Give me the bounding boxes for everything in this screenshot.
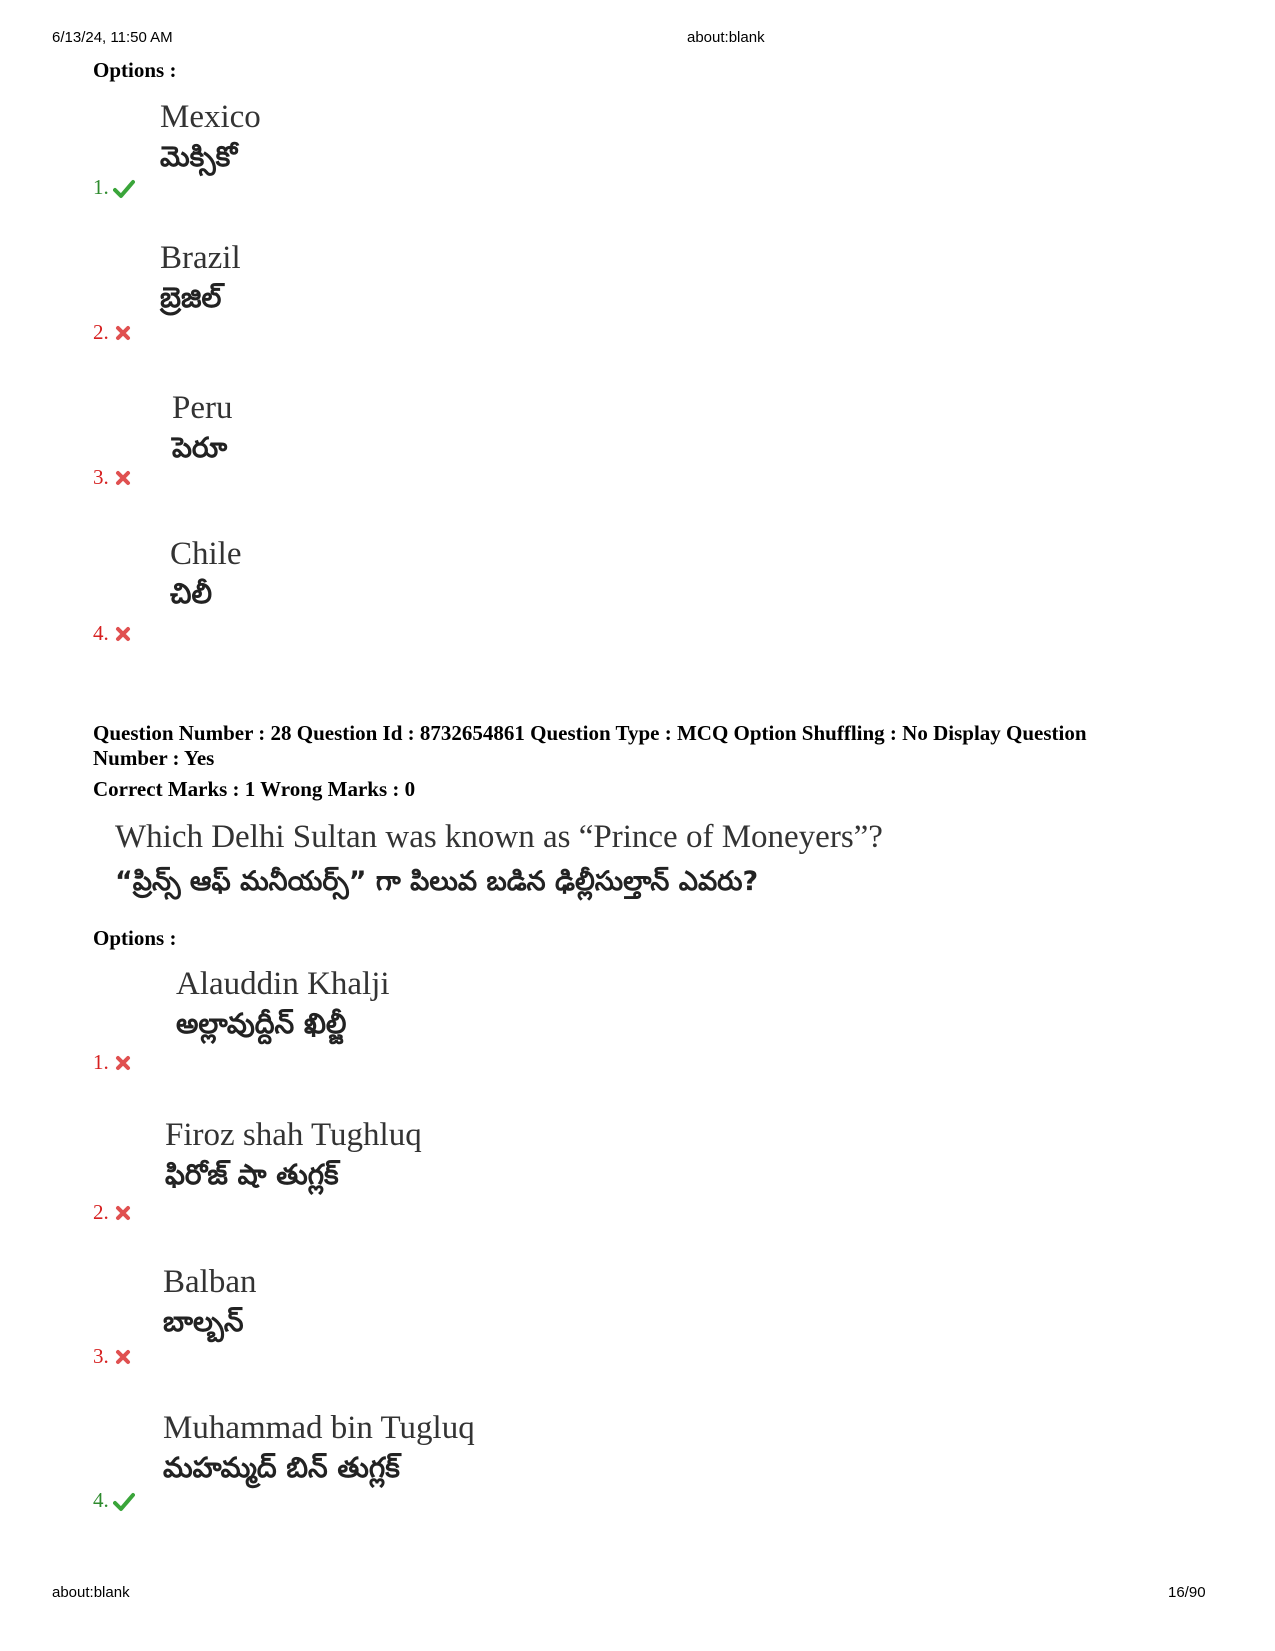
- option-number: [93, 465, 135, 489]
- option-english: Chile: [170, 536, 242, 572]
- question-text-telugu: “ప్రిన్స్ ఆఫ్ మనీయర్స్” గా పిలువ బడిన ఢిల్లీసుల్తాన్ ఎవరు?: [115, 866, 759, 897]
- option-telugu: చిలీ: [170, 577, 212, 610]
- option-number-label: 1.: [93, 175, 109, 199]
- option-english: Peru: [172, 390, 233, 426]
- cross-icon: [113, 625, 135, 645]
- page-number: 16/90: [1168, 1584, 1206, 1601]
- option-number-label: 2.: [93, 320, 109, 344]
- option-text: [160, 97, 261, 177]
- option-text: [163, 1262, 256, 1342]
- option-number-label: 2.: [93, 1200, 109, 1224]
- option-number: [93, 1344, 135, 1368]
- option-number-label: 3.: [93, 465, 109, 489]
- option-number: [93, 1050, 135, 1074]
- option-english: Firoz shah Tughluq: [165, 1117, 422, 1153]
- cross-icon: [113, 469, 135, 489]
- question-text: [115, 815, 883, 905]
- option-telugu: మెక్సికో: [160, 140, 238, 173]
- option-text: [172, 388, 233, 468]
- option-number: [93, 175, 135, 199]
- option-english: Alauddin Khalji: [176, 966, 390, 1002]
- check-icon: [113, 1492, 135, 1512]
- option-number: [93, 621, 135, 645]
- option-text: [170, 534, 242, 614]
- option-number-label: 4.: [93, 621, 109, 645]
- option-text: [163, 1408, 475, 1488]
- option-number: [93, 1488, 135, 1512]
- print-url: about:blank: [687, 29, 765, 46]
- option-english: Brazil: [160, 240, 241, 276]
- option-text: [160, 238, 241, 318]
- option-telugu: మహమ్మద్ బిన్ తుగ్లక్: [163, 1451, 400, 1484]
- option-english: Balban: [163, 1264, 257, 1300]
- option-number: [93, 320, 135, 344]
- cross-icon: [113, 1054, 135, 1074]
- option-number-label: 3.: [93, 1344, 109, 1368]
- cross-icon: [113, 324, 135, 344]
- footer-url: about:blank: [52, 1584, 130, 1601]
- question-meta-line2: Number : Yes: [93, 746, 215, 770]
- question-text-english: Which Delhi Sultan was known as “Prince of Moneyers”?: [115, 819, 883, 855]
- option-telugu: పెరూ: [172, 431, 228, 464]
- print-datetime: 6/13/24, 11:50 AM: [52, 29, 173, 46]
- option-telugu: ఫిరోజ్ షా తుగ్లక్: [165, 1158, 339, 1191]
- option-text: [165, 1115, 422, 1195]
- cross-icon: [113, 1348, 135, 1368]
- option-number-label: 4.: [93, 1488, 109, 1512]
- option-telugu: బాల్బన్: [163, 1305, 244, 1338]
- question-marks: Correct Marks : 1 Wrong Marks : 0: [93, 777, 416, 801]
- option-english: Muhammad bin Tugluq: [163, 1410, 475, 1446]
- option-number-label: 1.: [93, 1050, 109, 1074]
- cross-icon: [113, 1204, 135, 1224]
- options-label: Options :: [93, 58, 177, 82]
- option-text: [176, 964, 390, 1044]
- check-icon: [113, 179, 135, 199]
- option-english: Mexico: [160, 99, 261, 135]
- options-label: Options :: [93, 926, 177, 950]
- option-telugu: బ్రెజిల్: [160, 281, 222, 314]
- option-number: [93, 1200, 135, 1224]
- question-meta-line1: Question Number : 28 Question Id : 8732654861 Question Type : MCQ Option Shuffling : No Display Question: [93, 721, 1087, 745]
- option-telugu: అల్లావుద్దీన్ ఖిల్జీ: [176, 1007, 347, 1040]
